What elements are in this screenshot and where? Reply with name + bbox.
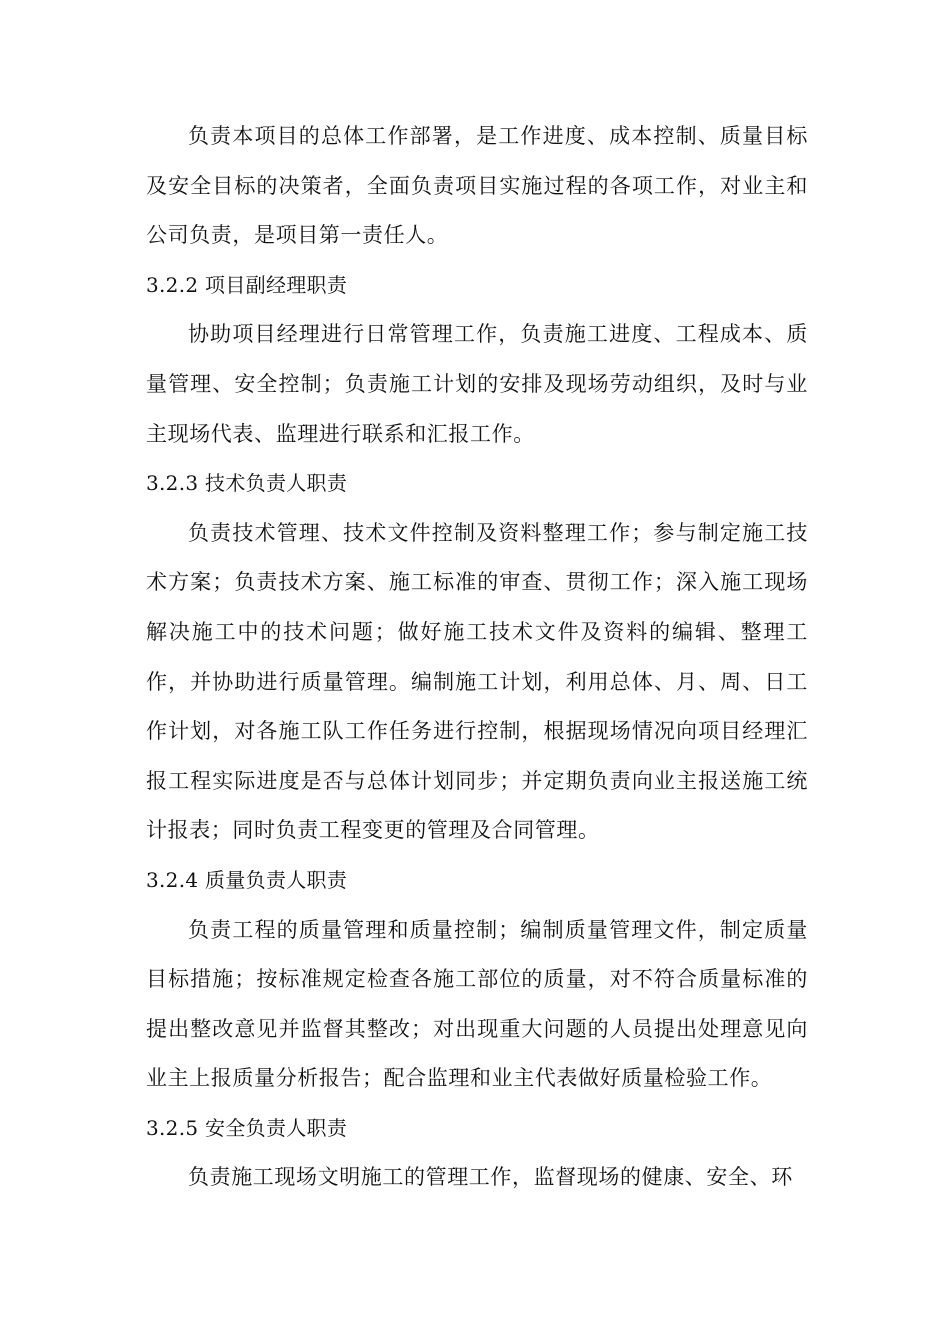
section-heading-3-2-2: 3.2.2 项目副经理职责 <box>146 272 348 297</box>
paragraph-project-manager-duties: 负责本项目的总体工作部署，是工作进度、成本控制、质量目标及安全目标的决策者，全面负责项目实施过程的各项工作，对业主和公司负责，是项目第一责任人。 <box>146 124 808 248</box>
section-heading-3-2-5: 3.2.5 安全负责人职责 <box>146 1115 348 1140</box>
paragraph-deputy-manager-duties: 协助项目经理进行日常管理工作，负责施工进度、工程成本、质量管理、安全控制；负责施工计划的安排及现场劳动组织，及时与业主现场代表、监理进行联系和汇报工作。 <box>146 322 808 446</box>
paragraph-technical-lead-duties: 负责技术管理、技术文件控制及资料整理工作；参与制定施工技术方案；负责技术方案、施工标准的审查、贯彻工作；深入施工现场解决施工中的技术问题；做好施工技术文件及资料的编辑、整理工作，并协助进行质量管理。编制施工计划，利用总体、月、周、日工作计划，对各施工队工作任务进行控制，根据现场情况向项目经理汇报工程实际进度是否与总体计划同步；并定期负责向业主报送施工统计报表；同时负责工程变更的管理及合同管理。 <box>146 520 808 843</box>
paragraph-quality-lead-duties: 负责工程的质量管理和质量控制；编制质量管理文件，制定质量目标措施；按标准规定检查各施工部位的质量，对不符合质量标准的提出整改意见并监督其整改；对出现重大问题的人员提出处理意见向业主上报质量分析报告；配合监理和业主代表做好质量检验工作。 <box>146 917 808 1091</box>
document-page <box>146 112 808 1203</box>
section-heading-3-2-4: 3.2.4 质量负责人职责 <box>146 867 348 892</box>
paragraph-safety-lead-duties: 负责施工现场文明施工的管理工作，监督现场的健康、安全、环 <box>188 1165 793 1190</box>
section-heading-3-2-3: 3.2.3 技术负责人职责 <box>146 471 348 496</box>
